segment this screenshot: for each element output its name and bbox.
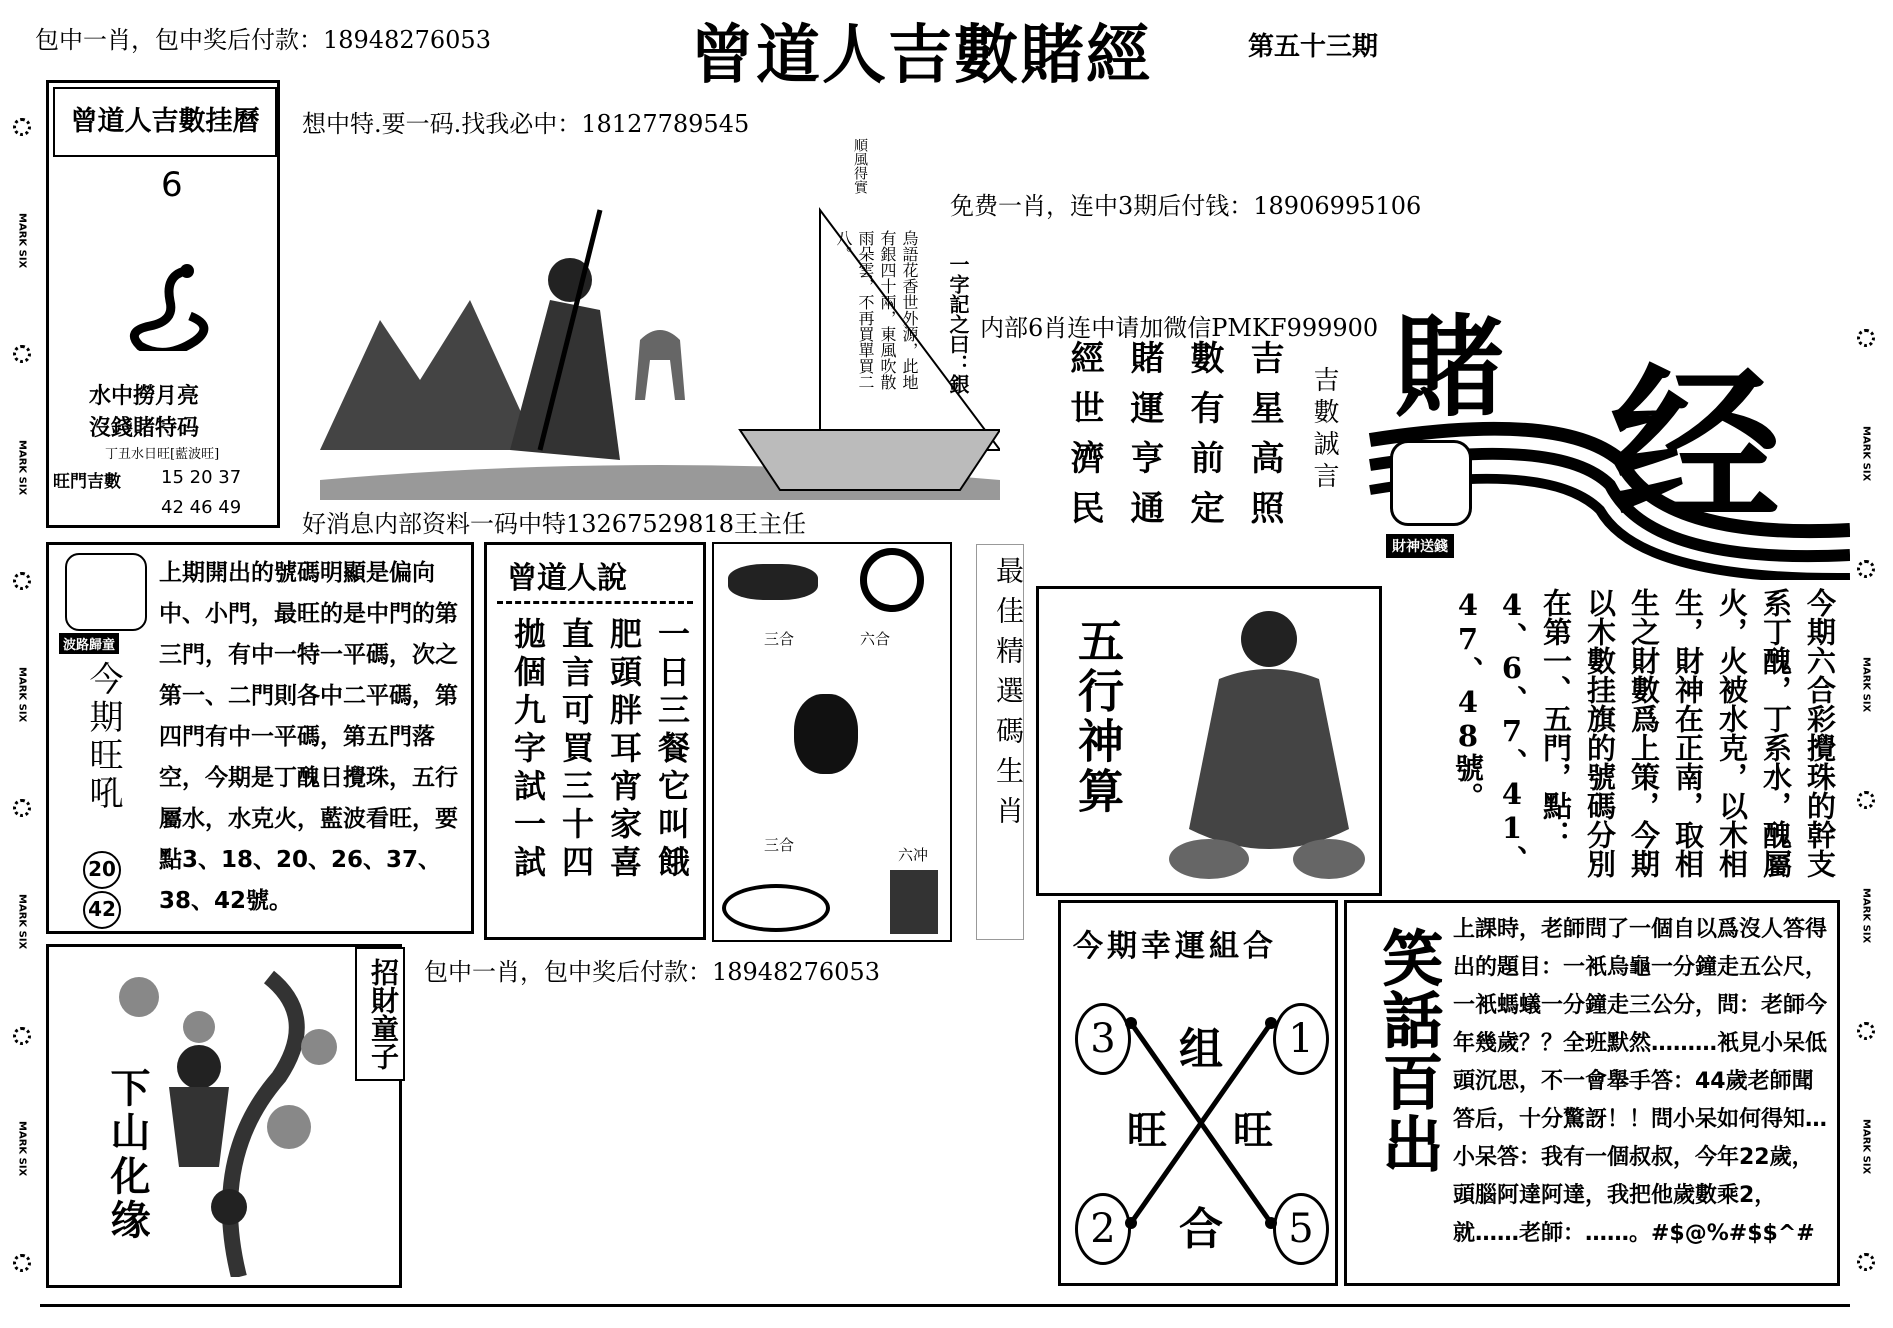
logo-line3: 丁丑水日旺[藍波旺] bbox=[105, 447, 220, 462]
logo-line2: 沒錢賭特码 bbox=[89, 415, 200, 441]
lucky-he: 合 bbox=[1179, 1204, 1223, 1255]
strip-label: MARK SIX bbox=[1860, 426, 1872, 482]
joke-title: 笑話百出 bbox=[1373, 927, 1443, 1175]
verse-col3: 賭運亨通 bbox=[1124, 340, 1164, 540]
left-border-strip bbox=[8, 80, 36, 1310]
banner-char1: 賭 bbox=[1394, 303, 1504, 432]
door-num1: 20 bbox=[83, 851, 121, 889]
logo-label: 旺門吉數 bbox=[53, 472, 121, 492]
rat-icon bbox=[728, 564, 818, 600]
flower-icon bbox=[1857, 329, 1875, 347]
ad-bottom-mid: 包中一肖，包中奖后付款：18948276053 bbox=[424, 952, 880, 987]
money-hand-icon bbox=[1390, 440, 1472, 526]
snake-icon bbox=[125, 261, 215, 351]
door-badge-icon bbox=[65, 553, 147, 631]
right-border-strip bbox=[1852, 290, 1880, 1310]
lucky-wang2: 旺 bbox=[1233, 1107, 1273, 1154]
door-side: 今期旺吼 bbox=[83, 661, 123, 813]
zodiac-label4: 六冲 bbox=[898, 846, 929, 864]
zodiac-label1: 三合 bbox=[764, 630, 795, 648]
bottom-rule bbox=[40, 1304, 1850, 1307]
strip-label: MARK SIX bbox=[16, 894, 28, 950]
lucky-num4: 5 bbox=[1273, 1193, 1329, 1265]
logo-line1: 水中撈月亮 bbox=[89, 383, 200, 409]
flower-icon bbox=[13, 1027, 31, 1045]
joke-box bbox=[1344, 900, 1840, 1286]
dragon-icon bbox=[722, 884, 830, 932]
zodiac-box bbox=[712, 542, 952, 942]
saying-col3: 直言可買三十四 bbox=[557, 617, 595, 883]
logo-nums2: 42 46 49 bbox=[161, 497, 242, 518]
door-badge: 波路歸童 bbox=[59, 633, 119, 654]
deity-figure-icon bbox=[1149, 599, 1369, 889]
saying-col2: 肥頭胖耳宵家喜 bbox=[605, 617, 643, 883]
strip-label: MARK SIX bbox=[16, 1121, 28, 1177]
flower-icon bbox=[13, 118, 31, 136]
poem-text: 烏語花香世外源，此地有銀四十兩，東風吹散雨朵雲，不再買單買二八。 bbox=[834, 230, 919, 390]
saying-divider bbox=[497, 601, 693, 604]
flag-text: 順風得實 bbox=[852, 138, 868, 194]
wuxing-box bbox=[1036, 586, 1382, 896]
saying-title: 曾道人說 bbox=[507, 561, 627, 596]
door-num2: 42 bbox=[83, 891, 121, 929]
logo-box bbox=[46, 80, 280, 528]
zodiac-side-frame bbox=[976, 544, 1024, 940]
lucky-num1: 3 bbox=[1075, 1003, 1131, 1075]
verse-col4: 經世濟民 bbox=[1064, 340, 1104, 540]
lucky-wang1: 旺 bbox=[1127, 1107, 1167, 1154]
zodiac-label3: 三合 bbox=[764, 836, 795, 854]
strip-label: MARK SIX bbox=[16, 440, 28, 496]
ad-good-news: 好消息内部资料一码中特13267529818王主任 bbox=[302, 504, 806, 539]
saying-col4: 拋個九字試一試 bbox=[509, 617, 547, 883]
strip-label: MARK SIX bbox=[16, 667, 28, 723]
banner-badge: 財神送錢 bbox=[1386, 534, 1454, 558]
lucky-zu: 组 bbox=[1179, 1024, 1223, 1075]
poem-caption: 一字記之曰：銀 bbox=[946, 254, 970, 394]
fortune-box bbox=[46, 944, 402, 1288]
zodiac-side: 最佳精選碼生肖 bbox=[992, 556, 1025, 836]
snake-icon bbox=[860, 548, 924, 612]
verse-side: 吉數誠言 bbox=[1309, 366, 1339, 494]
flower-icon bbox=[13, 345, 31, 363]
flower-icon bbox=[1857, 1253, 1875, 1271]
flower-icon bbox=[13, 572, 31, 590]
strip-label: MARK SIX bbox=[16, 213, 28, 269]
lucky-title: 今期幸運組合 bbox=[1073, 929, 1277, 964]
logo-title: 曾道人吉數挂曆 bbox=[53, 87, 277, 157]
analysis-text: 今期六合彩攪珠的幹支系丁醜，丁系水，醜屬火，火被水克，以木相生，財神在正南，取相生之財數爲上策，今期以木數挂旗的號碼分別在第一、五門，點：4、6、7、41、47、48號。 bbox=[1451, 588, 1837, 878]
door-num2-wrap bbox=[83, 891, 121, 929]
verse-col2: 數有前定 bbox=[1184, 340, 1224, 540]
saying-box bbox=[484, 542, 706, 940]
logo-nums1: 15 20 37 bbox=[161, 467, 242, 488]
banner bbox=[1360, 290, 1850, 580]
fortune-title: 下山化缘 bbox=[99, 1067, 156, 1243]
ad-inner-six: 内部6肖连中请加微信PMKF999900 bbox=[980, 308, 1378, 343]
ad-top-left: 包中一肖，包中奖后付款：18948276053 bbox=[35, 20, 491, 55]
door-num1-wrap bbox=[83, 851, 121, 889]
ad-want-special: 想中特.要一码.找我必中：18127789545 bbox=[302, 104, 749, 139]
monkey-icon bbox=[794, 694, 858, 774]
zodiac-label2: 六合 bbox=[860, 630, 891, 648]
issue-number: 第五十三期 bbox=[1248, 32, 1379, 62]
strip-label: MARK SIX bbox=[1860, 887, 1872, 943]
fortune-side: 招財童子 bbox=[355, 947, 405, 1081]
strip-label: MARK SIX bbox=[1860, 656, 1872, 713]
flower-icon bbox=[1857, 791, 1875, 809]
lucky-num3: 2 bbox=[1075, 1193, 1131, 1265]
joke-text: 上課時，老師問了一個自以爲沒人答得出的題目：一衹烏龜一分鐘走五公尺，一衹螞蟻一分鐘走三公分，問：老師今年幾歲？？全班默然………衹見小呆低頭沉思，不一會舉手答：44歲老師聞答后，十分驚訝！！問小呆如何得知…小呆答：我有一個叔叔，今年22歲，頭腦阿達阿達，我把他歲數乘2，就……老師：……。#$@%#$$^# bbox=[1453, 917, 1828, 1246]
lucky-box bbox=[1058, 900, 1338, 1286]
strip-label: MARK SIX bbox=[1860, 1118, 1872, 1174]
verse-col1: 吉星高照 bbox=[1244, 340, 1284, 540]
door-analysis-box bbox=[46, 542, 474, 934]
ad-free-one: 免费一肖，连中3期后付钱：18906995106 bbox=[950, 186, 1421, 221]
wuxing-title: 五行神算 bbox=[1071, 617, 1125, 817]
flower-icon bbox=[1857, 560, 1875, 578]
saying-col1: 一日三餐它叫餓 bbox=[653, 617, 691, 883]
banner-char2: 经 bbox=[1610, 347, 1781, 547]
lucky-num2: 1 bbox=[1273, 1003, 1329, 1075]
door-text: 上期開出的號碼明顯是偏向中、小門，最旺的是中門的第三門，有中一特一平碼，次之第一、二門則各中二平碼，第四門有中一平碼，第五門落空，今期是丁醜日攪珠，五行屬水，水克火，藍波看旺，要點3、18、20、26、37、38、42號。 bbox=[159, 560, 458, 914]
logo-number: 6 bbox=[161, 165, 183, 205]
flower-icon bbox=[1857, 1022, 1875, 1040]
flower-icon bbox=[13, 799, 31, 817]
page-title: 曾道人吉數賭經 bbox=[690, 18, 1152, 93]
tiger-icon bbox=[890, 870, 938, 934]
flower-icon bbox=[13, 1254, 31, 1272]
